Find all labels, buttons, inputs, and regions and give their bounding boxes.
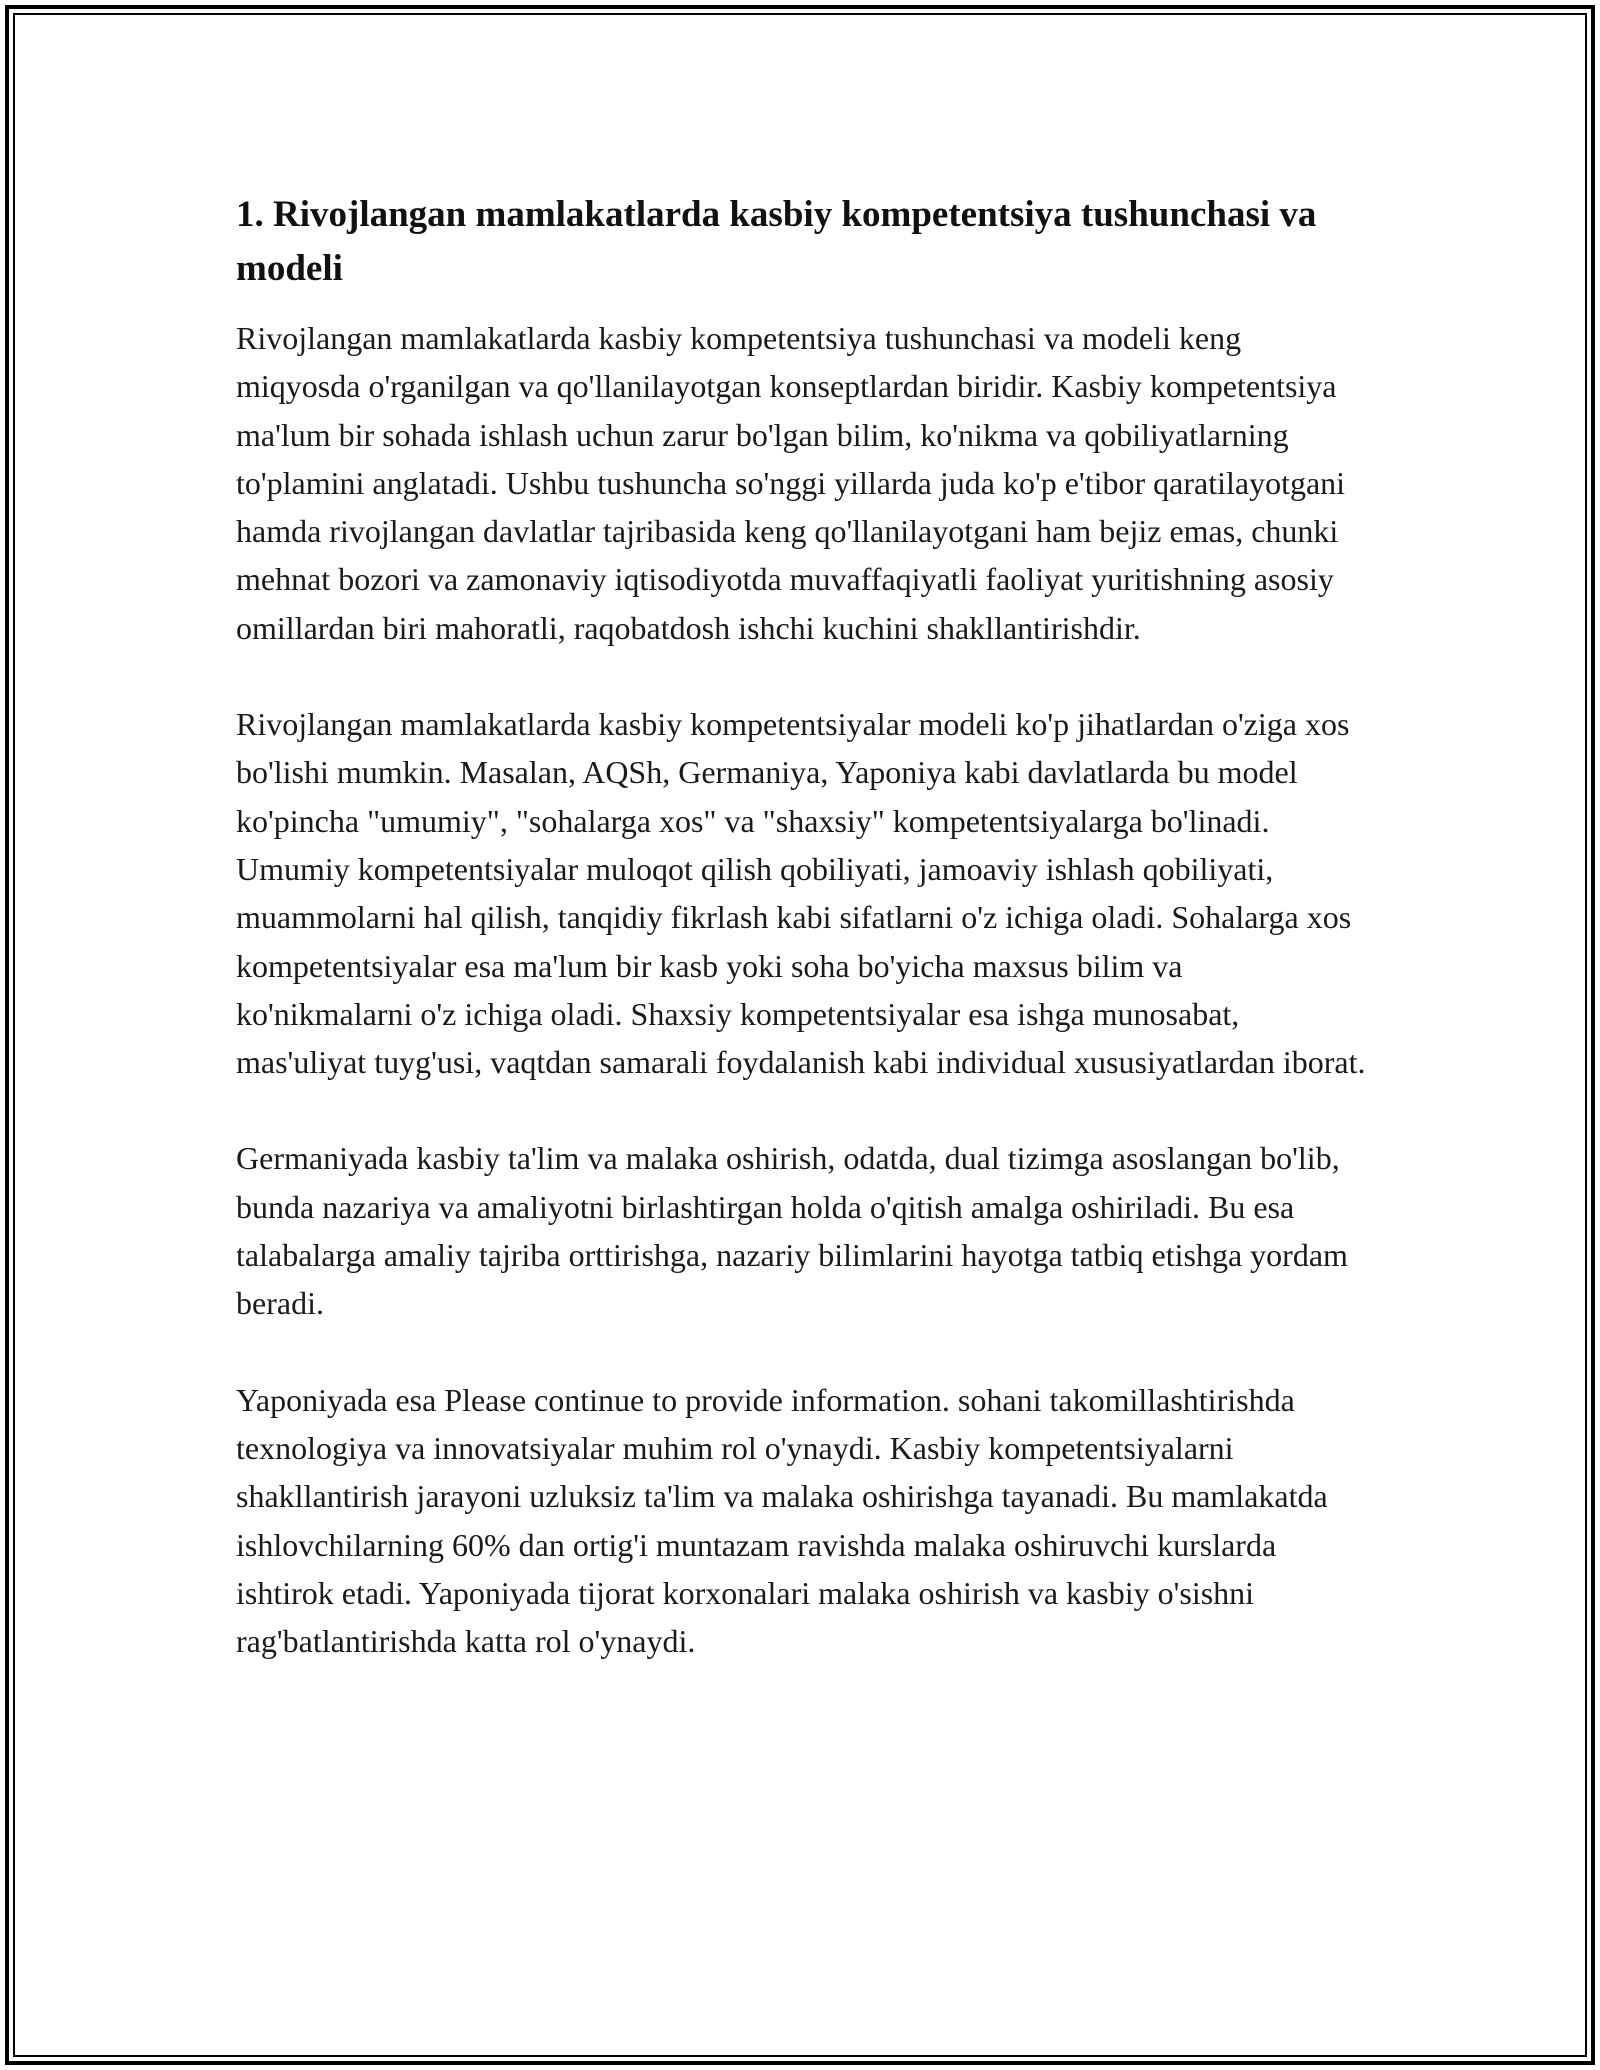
document-body [236, 188, 1366, 1713]
paragraph-3: Germaniyada kasbiy ta'lim va malaka oshirish, odatda, dual tizimga asoslangan bo'lib, bunda nazariya va amaliyotni birlashtirgan holda o'qitish amalga oshiriladi. Bu esa talabalarga amaliy tajriba orttirishga, nazariy bilimlarini hayotga tatbiq etishga yordam beradi. [236, 1140, 1348, 1322]
section-heading: 1. Rivojlangan mamlakatlarda kasbiy kompetentsiya tushunchasi va modeli [236, 194, 1317, 289]
paragraph-4: Yaponiyada esa Please continue to provide information. sohani takomillashtirishda texnologiya va innovatsiyalar muhim rol o'ynaydi. Kasbiy kompetentsiyalarni shakllantirish jarayoni uzluksiz ta'lim va malaka oshirishga tayanadi. Bu mamlakatda ishlovchilarning 60% dan ortig'i muntazam ravishda malaka oshiruvchi kurslarda ishtirok etadi. Yaponiyada tijorat korxonalari malaka oshirish va kasbiy o'sishni rag'batlantirishda katta rol o'ynaydi. [236, 1381, 1328, 1660]
paragraph-1: Rivojlangan mamlakatlarda kasbiy kompetentsiya tushunchasi va modeli keng miqyosda o'rganilgan va qo'llanilayotgan konseptlardan biridir. Kasbiy kompetentsiya ma'lum bir sohada ishlash uchun zarur bo'lgan bilim, ko'nikma va qobiliyatlarning to'plamini anglatadi. Ushbu tushuncha so'nggi yillarda juda ko'p e'tibor qaratilayotgani hamda rivojlangan davlatlar tajribasida keng qo'llanilayotgani ham bejiz emas, chunki mehnat bozori va zamonaviy iqtisodiyotda muvaffaqiyatli faoliyat yuritishning asosiy omillardan biri mahoratli, raqobatdosh ishchi kuchini shakllantirishdir. [236, 320, 1346, 646]
paragraph-2: Rivojlangan mamlakatlarda kasbiy kompetentsiyalar modeli ko'p jihatlardan o'ziga xos bo'lishi mumkin. Masalan, AQSh, Germaniya, Yaponiya kabi davlatlarda bu model ko'pincha "umumiy", "sohalarga xos" va "shaxsiy" kompetentsiyalarga bo'linadi. Umumiy kompetentsiyalar muloqot qilish qobiliyati, jamoaviy ishlash qobiliyati, muammolarni hal qilish, tanqidiy fikrlash kabi sifatlarni o'z ichiga oladi. Sohalarga xos kompetentsiyalar esa ma'lum bir kasb yoki soha bo'yicha maxsus bilim va ko'nikmalarni o'z ichiga oladi. Shaxsiy kompetentsiyalar esa ishga munosabat, mas'uliyat tuyg'usi, vaqtdan samarali foydalanish kabi individual xususiyatlardan iborat. [236, 706, 1366, 1081]
